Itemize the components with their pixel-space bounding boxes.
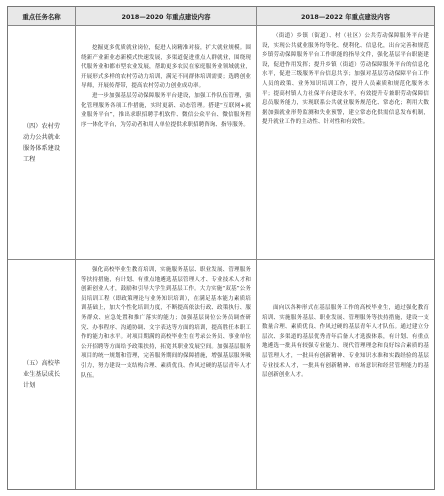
- content-paragraph: 进一步加强基层劳动保障服务平台建设，加强工作队伍管理，强化管理服务各项工作措施，实时更新、动态管理。搭建“互联网+就业服务平台”，推出求职招聘手机软件、微信公众平台、微信服务程序一体化平台，为劳动者和用人单位提供求职招聘咨询、指导服务。: [81, 92, 251, 128]
- content-paragraph: （街道）乡镇（街道）、村（社区）公共劳动保障服务平台建设，实现公共就业服务均等化、便利化、信息化，出台完善和规范乡镇劳动保障服务平台工作职能的指导文件，强化基层平台职能建设，促进作用发挥；提升乡镇（街道）劳动保障服务平台的信息化水平，促进三级服务平台信息共享；加强对基层劳动保障平台工作人员的政策、业务知识培训工作，提升人员素质和规范化服务水平；提高村镇人力社保平台建设水平，有效提升专兼职劳动保障信息员服务能力，实现联系公共就业服务规范化、常态化；利用大数据加强就业形势监测和失业预警，建立常态化供需信息发布机制，提升就业工作的主动性、针对性和有效性。: [262, 33, 429, 126]
- task-name-cell: [8, 260, 75, 489]
- content-paragraph: 挖掘更多优质就业岗位，促进人岗精准对接，扩大就业规模。围绕新产业新业态新模式快速发展，多渠道促进重点人群就业，围绕现代服务业和都市型农业发展，帮助更多农民在家庭服务业领域就业，开展形式多样的农村劳动力培训，满足不同群体培训需要；选聘创业导师，开展传帮带，提高农村劳动力创业成功率。: [81, 45, 251, 90]
- content-2018-2020-cell: [76, 260, 256, 489]
- task-name-cell: [8, 26, 75, 259]
- content-2018-2022-cell: [257, 260, 434, 489]
- content-paragraph: 面向以各种形式在基层服务工作的高校毕业生，通过强化教育培训、实施服务基层、职业发展、管理服务等扶持措施，建设一支数量合理、素质优良、作风过硬的基层青年人才队伍。通过建立分层次、多渠道的基层优秀青年后备人才选拔体系，有计划、有重点地遴选一批具有较强专业能力、现代管理理念和良好综合素质的基层管理人才，一批具有创新精神、专业知识水准和实践经验的基层专业技术人才，一批具有创新精神、市场意识和经营管理能力的基层创新创业人才。: [262, 305, 429, 379]
- header-2018-2022: 2018—2022 年重点建设内容: [257, 7, 434, 25]
- header-task-name: 重点任务名称: [8, 7, 75, 25]
- task-name: （四）农村劳 动力公共就业 服务体系建设 工程: [22, 122, 61, 163]
- content-2018-2022-cell: [257, 26, 434, 259]
- task-table: [7, 6, 435, 490]
- task-name: （五）高校毕 业生基层成长 计划: [22, 360, 61, 389]
- header-2018-2020: 2018—2020 年重点建设内容: [76, 7, 256, 25]
- content-paragraph: 强化高校毕业生教育培训，实施服务基层、职业发展、管理服务等扶持措施，有计划、有重点地遴选基层管理人才、专业技术人才和创新创业人才，鼓励和引导大学生到基层工作。大力实施“双基”公务员培训工程（即政策理论与业务知识培训），在满足基本能力素质培训基础上，加大个性化培训力度，不断提高依法行政、政策执行、服务群众、应急处置和推广落实的能力；加强基层岗位公务员调查研究、办事程序、沟通协调、文字表达等方面的培训，提高胜任本职工作的能力和水平。对项目期满的高校毕业生在考录公务员、事业单位公开招聘等方面给予政策扶持，拓宽其职业发展空间。加强基层服务项目的统一规划和管理，完善服务期间的保障措施，增强基层服务吸引力，努力建设一支结构合理、素质优良、作风过硬的基层青年人才队伍。: [81, 267, 251, 379]
- content-2018-2020-cell: [76, 26, 256, 259]
